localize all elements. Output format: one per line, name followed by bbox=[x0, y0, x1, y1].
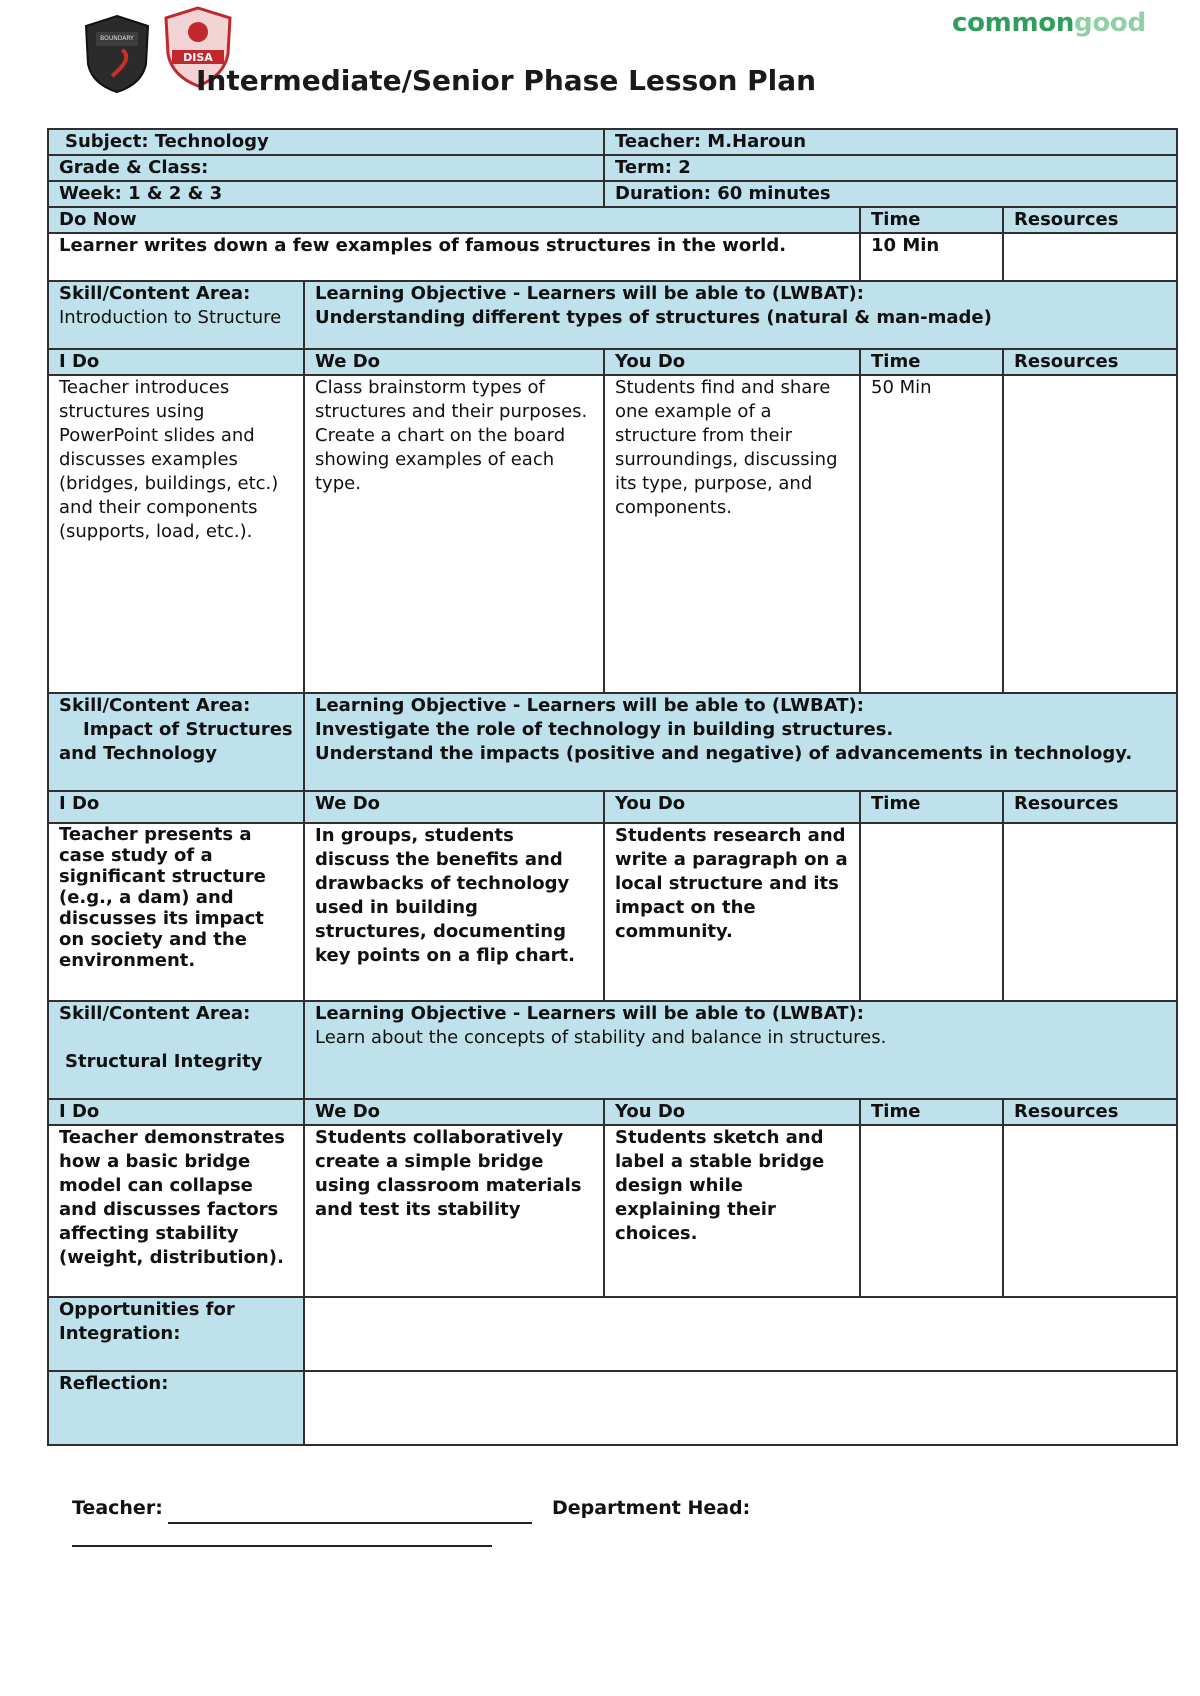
do-now-resources bbox=[1003, 233, 1177, 281]
department-head-signature-label: Department Head: bbox=[552, 1497, 751, 1519]
do-now-text: Learner writes down a few examples of famous structures in the world. bbox=[48, 233, 860, 281]
do-now-time-label: Time bbox=[860, 207, 1003, 233]
section-1-i-do: Teacher introduces structures using PowerPoint slides and discusses examples (bridges, buildings, etc.) and their components (supports, load, etc.). bbox=[48, 375, 304, 693]
grade-cell: Grade & Class: bbox=[48, 155, 604, 181]
reflection-row bbox=[48, 1371, 1177, 1445]
section-2-activity-row bbox=[48, 823, 1177, 1001]
section-3-resources-header: Resources bbox=[1003, 1099, 1177, 1125]
section-3-you-do-header: You Do bbox=[604, 1099, 860, 1125]
section-1-resources bbox=[1003, 375, 1177, 693]
teacher-signature-line[interactable] bbox=[168, 1522, 532, 1524]
integration-label: Opportunities for Integration: bbox=[48, 1297, 304, 1371]
section-1-objective-cell bbox=[304, 281, 1177, 349]
section-2-skill-text: Impact of Structures and Technology bbox=[59, 719, 293, 764]
duration-cell: Duration: 60 minutes bbox=[604, 181, 1177, 207]
info-row-2 bbox=[48, 155, 1177, 181]
section-3-skill-text: Structural Integrity bbox=[65, 1051, 263, 1072]
section-2-skill-label: Skill/Content Area: bbox=[59, 695, 251, 716]
department-head-signature-line[interactable] bbox=[72, 1545, 492, 1547]
section-1-you-do: Students find and share one example of a structure from their surroundings, discussing its type, purpose, and components. bbox=[604, 375, 860, 693]
section-1-resources-header: Resources bbox=[1003, 349, 1177, 375]
section-1-time: 50 Min bbox=[860, 375, 1003, 693]
svg-text:BOUNDARY: BOUNDARY bbox=[100, 35, 134, 42]
section-2-you-do: Students research and write a paragraph on a local structure and its impact on the community. bbox=[604, 823, 860, 1001]
section-2-objective-row bbox=[48, 693, 1177, 791]
section-3-objective-label: Learning Objective - Learners will be able to (LWBAT): bbox=[315, 1003, 864, 1024]
section-3-you-do: Students sketch and label a stable bridge design while explaining their choices. bbox=[604, 1125, 860, 1297]
section-3-time bbox=[860, 1125, 1003, 1297]
section-3-header-row bbox=[48, 1099, 1177, 1125]
section-1-we-do-header: We Do bbox=[304, 349, 604, 375]
section-1-we-do: Class brainstorm types of structures and their purposes. Create a chart on the board showing examples of each type. bbox=[304, 375, 604, 693]
term-cell: Term: 2 bbox=[604, 155, 1177, 181]
brand-part-1: common bbox=[952, 8, 1075, 38]
section-3-we-do-header: We Do bbox=[304, 1099, 604, 1125]
section-3-objective-text: Learn about the concepts of stability and balance in structures. bbox=[315, 1027, 887, 1048]
section-2-time bbox=[860, 823, 1003, 1001]
section-3-skill-cell bbox=[48, 1001, 304, 1099]
section-2-resources-header: Resources bbox=[1003, 791, 1177, 823]
do-now-row bbox=[48, 233, 1177, 281]
section-3-resources bbox=[1003, 1125, 1177, 1297]
week-cell: Week: 1 & 2 & 3 bbox=[48, 181, 604, 207]
teacher-cell: Teacher: M.Haroun bbox=[604, 129, 1177, 155]
section-3-we-do: Students collaboratively create a simple bridge using classroom materials and test its stability bbox=[304, 1125, 604, 1297]
section-2-i-do: Teacher presents a case study of a significant structure (e.g., a dam) and discusses its impact on society and the environment. bbox=[48, 823, 304, 1001]
section-1-skill-cell bbox=[48, 281, 304, 349]
section-2-we-do: In groups, students discuss the benefits and drawbacks of technology used in building structures, documenting key points on a flip chart. bbox=[304, 823, 604, 1001]
section-3-objective-row bbox=[48, 1001, 1177, 1099]
reflection-label: Reflection: bbox=[48, 1371, 304, 1445]
section-2-skill-cell bbox=[48, 693, 304, 791]
do-now-time: 10 Min bbox=[860, 233, 1003, 281]
reflection-field[interactable] bbox=[304, 1371, 1177, 1445]
info-row-1 bbox=[48, 129, 1177, 155]
integration-row bbox=[48, 1297, 1177, 1371]
section-1-header-row bbox=[48, 349, 1177, 375]
section-3-activity-row bbox=[48, 1125, 1177, 1297]
do-now-resources-label: Resources bbox=[1003, 207, 1177, 233]
section-2-objective-label: Learning Objective - Learners will be able to (LWBAT): bbox=[315, 695, 864, 716]
section-1-objective-text: Understanding different types of structures (natural & man-made) bbox=[315, 307, 992, 328]
lesson-plan-table bbox=[47, 128, 1178, 1446]
boundary-school-crest-logo bbox=[82, 14, 152, 94]
section-2-i-do-header: I Do bbox=[48, 791, 304, 823]
commongood-brand bbox=[952, 8, 1146, 38]
section-1-skill-label: Skill/Content Area: bbox=[59, 283, 251, 304]
subject-cell bbox=[48, 129, 604, 155]
subject-text: Subject: Technology bbox=[65, 131, 269, 152]
section-3-skill-label: Skill/Content Area: bbox=[59, 1003, 251, 1024]
section-1-you-do-header: You Do bbox=[604, 349, 860, 375]
do-now-header-row bbox=[48, 207, 1177, 233]
section-1-objective-row bbox=[48, 281, 1177, 349]
page-title: Intermediate/Senior Phase Lesson Plan bbox=[196, 64, 817, 97]
section-1-activity-row bbox=[48, 375, 1177, 693]
section-1-time-header: Time bbox=[860, 349, 1003, 375]
integration-field[interactable] bbox=[304, 1297, 1177, 1371]
section-2-objective-line-1: Investigate the role of technology in building structures. bbox=[315, 719, 894, 740]
section-2-resources bbox=[1003, 823, 1177, 1001]
section-1-objective-label: Learning Objective - Learners will be able to (LWBAT): bbox=[315, 283, 864, 304]
svg-text:DISA: DISA bbox=[183, 51, 213, 64]
section-3-i-do: Teacher demonstrates how a basic bridge model can collapse and discusses factors affecting stability (weight, distribution). bbox=[48, 1125, 304, 1297]
section-2-we-do-header: We Do bbox=[304, 791, 604, 823]
section-2-you-do-header: You Do bbox=[604, 791, 860, 823]
section-2-objective-cell bbox=[304, 693, 1177, 791]
section-2-time-header: Time bbox=[860, 791, 1003, 823]
section-2-header-row bbox=[48, 791, 1177, 823]
section-3-i-do-header: I Do bbox=[48, 1099, 304, 1125]
section-1-skill-text: Introduction to Structure bbox=[59, 307, 282, 328]
section-2-objective-line-2: Understand the impacts (positive and negative) of advancements in technology. bbox=[315, 743, 1133, 764]
section-3-time-header: Time bbox=[860, 1099, 1003, 1125]
brand-part-2: good bbox=[1074, 8, 1146, 38]
do-now-label: Do Now bbox=[48, 207, 860, 233]
info-row-3 bbox=[48, 181, 1177, 207]
section-3-objective-cell bbox=[304, 1001, 1177, 1099]
section-1-i-do-header: I Do bbox=[48, 349, 304, 375]
teacher-signature-label: Teacher: bbox=[72, 1497, 163, 1519]
